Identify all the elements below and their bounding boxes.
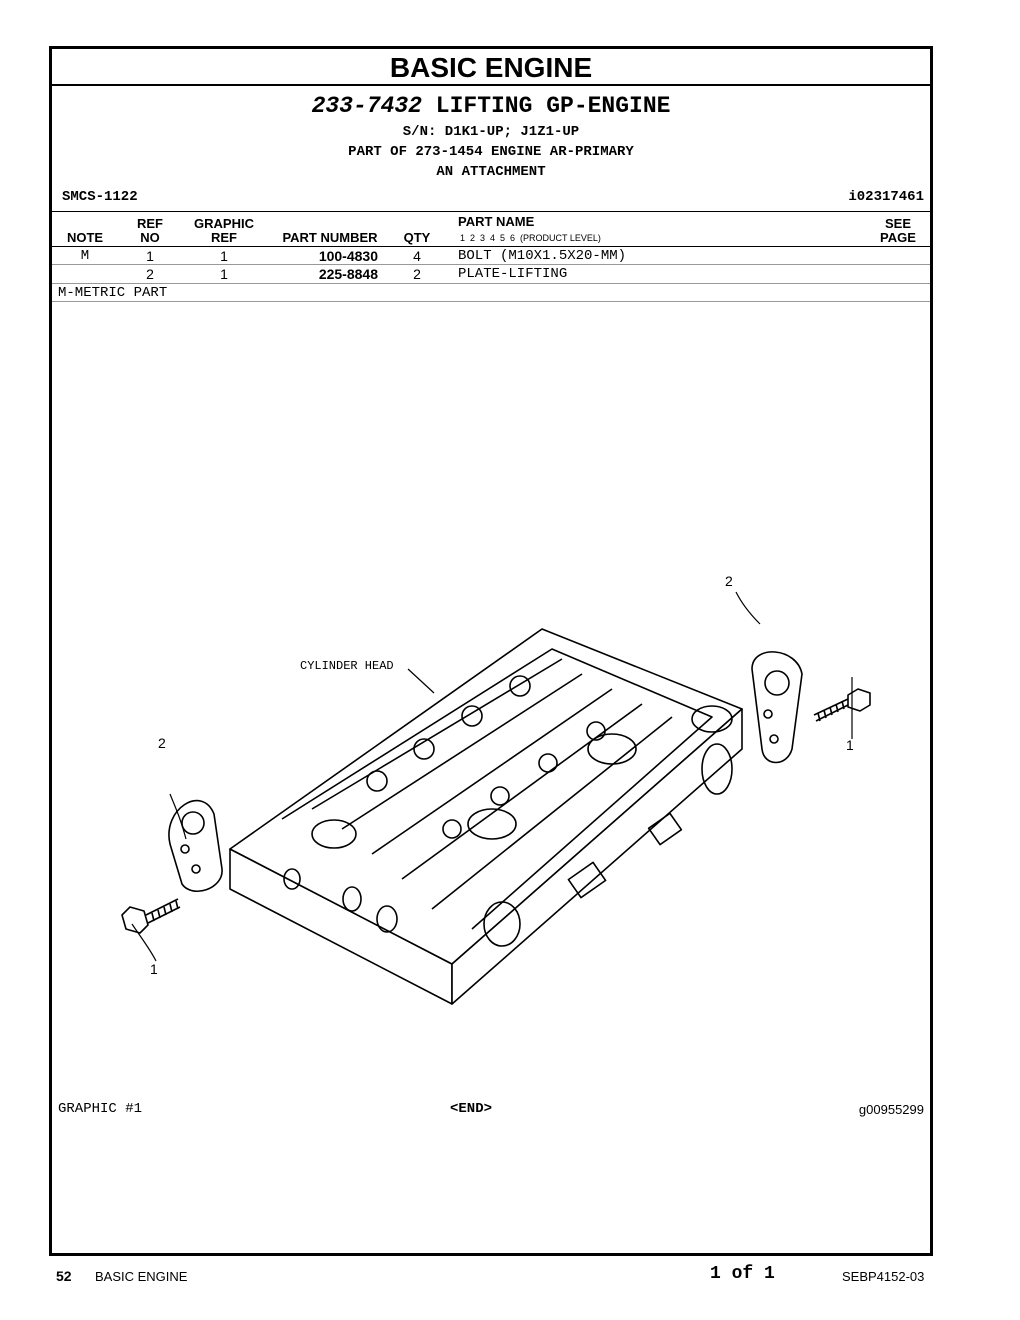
header-graphic-ref-2: REF [211,230,237,245]
group-name: LIFTING GP-ENGINE [435,93,671,119]
row-qty: 4 [413,248,421,264]
lifting-plate-right [752,652,802,763]
header-part-number: PART NUMBER [282,230,378,245]
end-marker: <END> [450,1101,493,1117]
header-graphic-ref-1: GRAPHIC [194,216,254,231]
row-ref-no: 2 [146,266,154,282]
attachment-note: AN ATTACHMENT [436,164,546,180]
row-note: M [80,248,90,264]
callout-plate-left: 2 [158,735,166,751]
page-frame [49,46,933,1256]
row-qty: 2 [413,266,421,282]
section-title: BASIC ENGINE [52,49,930,86]
header-rule [52,246,930,247]
row-part-name: BOLT (M10X1.5X20-MM) [458,248,627,264]
header-part-name: PART NAME [458,214,535,229]
footer-page-number: 52 [56,1268,72,1284]
row-part-name: PLATE-LIFTING [458,266,568,282]
footer-section: BASIC ENGINE [95,1269,188,1284]
group-title [52,93,930,119]
note-legend: M-METRIC PART [58,285,168,301]
smcs-code: SMCS-1122 [62,189,138,205]
header-note: NOTE [66,230,104,245]
graphic-id: g00955299 [858,1102,924,1117]
cylinder-head-drawing [230,629,742,1004]
header-see-page-2: PAGE [880,230,916,245]
row-graphic-ref: 1 [220,266,228,282]
footer-doc-id: SEBP4152-03 [842,1269,925,1284]
header-see-page-1: SEE [884,216,911,231]
lifting-plate-left [169,801,222,892]
callout-plate-right: 2 [725,573,733,589]
header-qty: QTY [403,230,431,245]
row-graphic-ref: 1 [220,248,228,264]
part-of: PART OF 273-1454 ENGINE AR-PRIMARY [348,144,634,160]
callout-bolt-left: 1 [150,961,158,977]
illustration-id: i02317461 [848,189,924,205]
row-ref-no: 1 [146,248,154,264]
header-product-levels: 1 2 3 4 5 6 (PRODUCT LEVEL) [460,233,601,243]
footer-page-of: 1 of 1 [710,1264,775,1284]
header-ref-no-2: NO [140,230,160,245]
row-rule [52,264,930,265]
serial-range: S/N: D1K1-UP; J1Z1-UP [402,124,580,140]
row-rule [52,283,930,284]
row-part-number: 100-4830 [318,248,378,264]
bolt-right [814,689,870,721]
bolt-left [122,899,180,933]
group-part-number: 233-7432 [311,93,422,119]
graphic-label: GRAPHIC #1 [58,1101,143,1117]
callout-bolt-right: 1 [846,737,854,753]
legend-rule [52,301,930,302]
header-ref-no-1: REF [137,216,163,231]
exploded-view-illustration [52,549,930,1149]
row-part-number: 225-8848 [318,266,378,282]
table-top-rule [52,211,930,212]
callout-cylinder-head: CYLINDER HEAD [300,659,394,673]
